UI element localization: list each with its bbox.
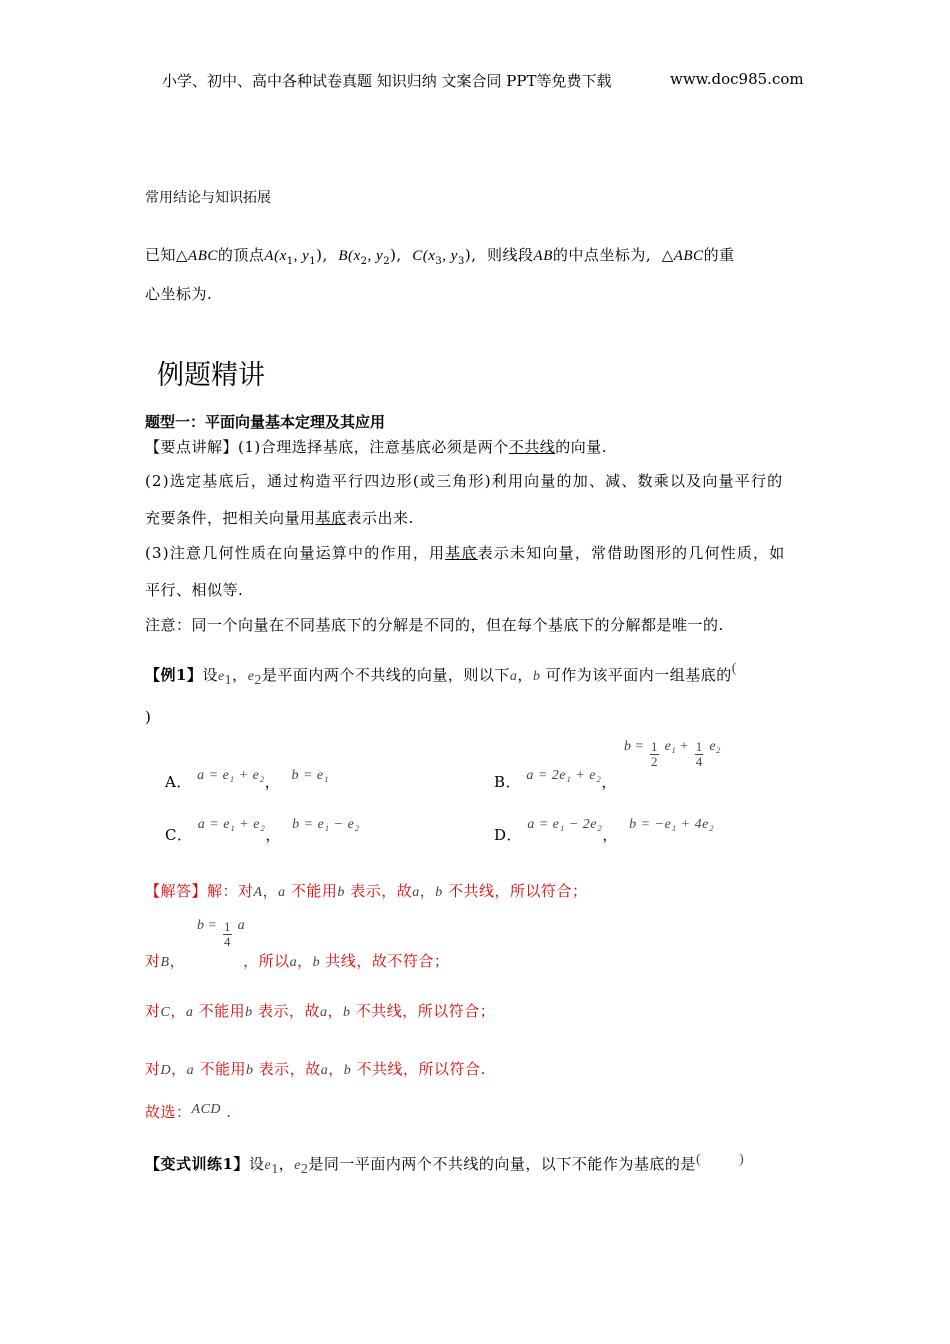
solution-line-1: 【解答】解：对A，a 不能用b 表示，故a，b 不共线，所以符合； <box>145 882 588 900</box>
option-A[interactable]: A． a = e₁ + e₂， b = e₁ <box>165 768 330 791</box>
type1-point-3b: 平行、相似等. <box>145 581 244 599</box>
common-line-2: 心坐标为. <box>145 285 213 303</box>
solution-line-4: 对D，a 不能用b 表示，故a，b 不共线，所以符合. <box>145 1060 486 1078</box>
solution-line-2: 对B， ，所以a，b 共线，故不符合； <box>145 952 450 970</box>
example1-stem: 【例1】设$e_1$，$e_2$是平面内两个不共线的向量，则以下a，b 可作为该平面内一组基底的( <box>145 661 737 688</box>
option-B-expr2: b = $\frac{1}{2}$ e₁ + $\frac{1}{4}$ e₂ <box>624 739 721 769</box>
option-C[interactable]: C． a = e₁ + e₂， b = e₁ − e₂ <box>165 817 360 844</box>
type1-point-2b: 充要条件，把相关向量用基底表示出来. <box>145 509 414 527</box>
type1-title: 题型一：平面向量基本定理及其应用 <box>145 413 386 431</box>
section-title: 例题精讲 <box>157 360 265 391</box>
option-D[interactable]: D． a = e₁ − 2e₂， b = −e₁ + 4e₂ <box>494 817 715 844</box>
variant1-stem: 【变式训练1】设$e_1$，$e_2$是同一平面内两个不共线的向量，以下不能作为基底的是( ) <box>145 1152 745 1177</box>
header-left-text: 小学、初中、高中各种试卷真题 知识归纳 文案合同 PPT等免费下载 <box>162 72 612 90</box>
type1-note: 注意：同一个向量在不同基底下的分解是不同的，但在每个基底下的分解都是唯一的. <box>145 616 724 634</box>
type1-point-1: 【要点讲解】(1)合理选择基底，注意基底必须是两个不共线的向量. <box>145 438 608 456</box>
solution-choice: 故选：ACD . <box>145 1102 232 1121</box>
header-url[interactable]: www.doc985.com <box>670 70 804 88</box>
type1-point-2a: (2)选定基底后，通过构造平行四边形(或三角形)利用向量的加、减、数乘以及向量平行的 <box>145 472 784 490</box>
solution-line-3: 对C，a 不能用b 表示，故a，b 不共线，所以符合； <box>145 1002 496 1020</box>
common-line-1: 已知△ABC的顶点$A(x_1$, $y_1$), $B(x_2$, $y_2$), $C(x_3$, $y_3$), 则线段AB的中点坐标为, △ABC的重 <box>145 246 735 267</box>
option-B[interactable]: B． a = 2e₁ + e₂， <box>494 768 617 791</box>
section-heading-common: 常用结论与知识拓展 <box>145 190 271 206</box>
type1-point-3a: (3)注意几何性质在向量运算中的作用，用基底表示未知向量，常借助图形的几何性质，如 <box>145 544 786 562</box>
example1-paren-close: ) <box>145 708 152 726</box>
solution-fraction: b = $\frac{1}{4}$ a <box>197 918 245 949</box>
